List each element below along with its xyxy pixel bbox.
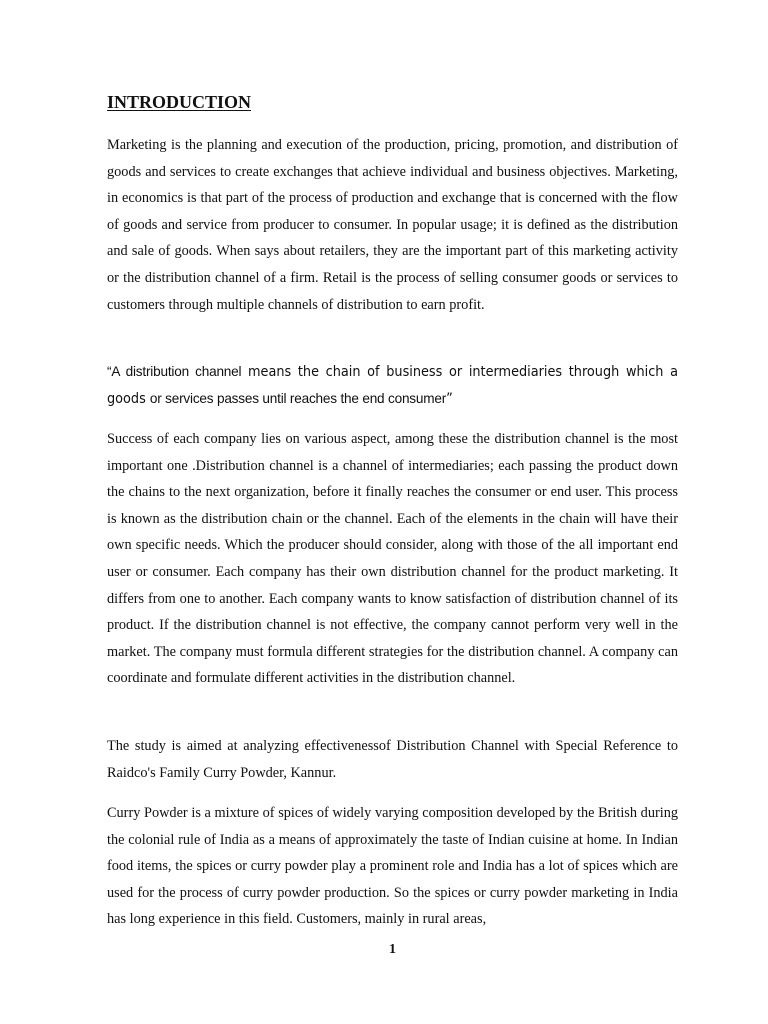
- quote-part-2: means the chain of business or intermediaries through which a goods: [107, 364, 678, 407]
- quote-part-4: ”: [446, 390, 453, 407]
- quote-part-3: or services passes until reaches the end consumer: [149, 390, 447, 406]
- paragraph-company-success: Success of each company lies on various aspect, among these the distribution channel is the most important one .Distribution channel is a channel of intermediaries; each passing the product down the chains to the next organization, before it finally reaches the consumer or end user. This process is known as the distribution chain or the channel. Each of the elements in the chain will have their own specific needs. Which the producer should consider, along with those of the all important end user or consumer. Each company has their own distribution channel for the product marketing. It differs from one to another. Each company wants to know satisfaction of distribution channel of its product. If the distribution channel is not effective, the company cannot perform very well in the market. The company must formula different strategies for the distribution channel. A company can coordinate and formulate different activities in the distribution channel.: [107, 431, 678, 687]
- paragraph-curry-powder: Curry Powder is a mixture of spices of widely varying composition developed by the British during the colonial rule of India as a means of approximately the taste of Indian cuisine at home. In Indian food items, the spices or curry powder play a prominent role and India has a lot of spices which are used for the process of curry powder production. So the spices or curry powder marketing in India has long experience in this field. Customers, mainly in rural areas,: [107, 805, 678, 928]
- quote-part-1: “A distribution channel: [107, 364, 242, 379]
- page-number: 1: [389, 942, 396, 957]
- paragraph-marketing-definition: Marketing is the planning and execution of the production, pricing, promotion, and distribution of goods and services to create exchanges that achieve individual and business objectives. Marketing, in economics is that part of the process of production and exchange that is concerned with the flow of goods and service from producer to consumer. In popular usage; it is defined as the distribution and sale of goods. When says about retailers, they are the important part of this marketing activity or the distribution channel of a firm. Retail is the process of selling consumer goods or services to customers through multiple channels of distribution to earn profit.: [107, 137, 678, 313]
- paragraph-distribution-channel-quote: [107, 359, 678, 412]
- paragraph-study-aim: The study is aimed at analyzing effectivenessof Distribution Channel with Special Reference to Raidco's Family Curry Powder, Kannur.: [107, 738, 678, 781]
- section-heading: INTRODUCTION: [107, 92, 252, 112]
